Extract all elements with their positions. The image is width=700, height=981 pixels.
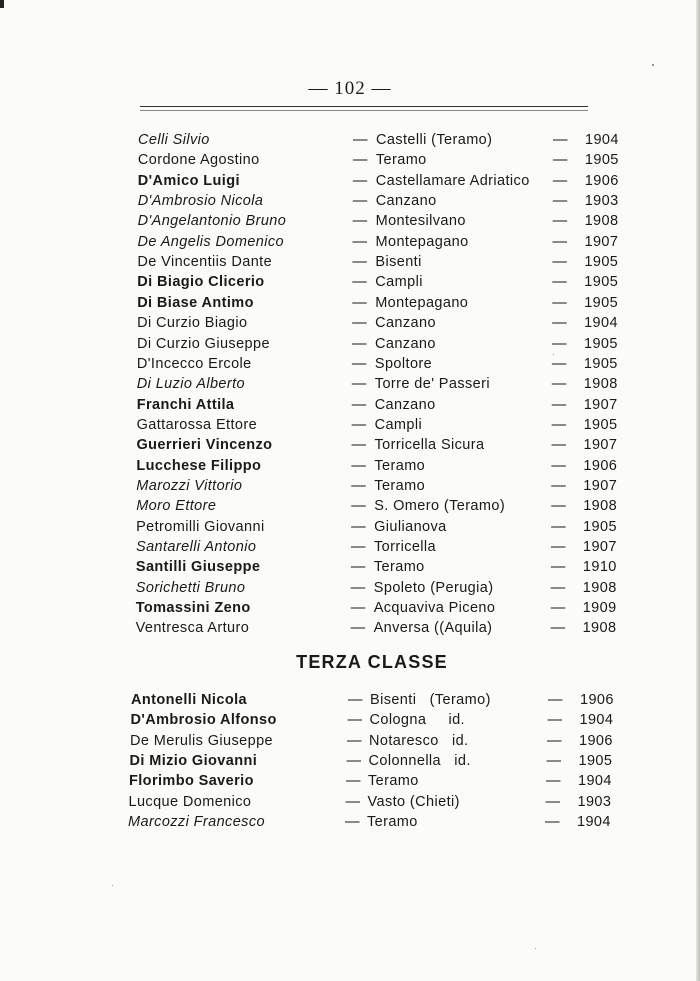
entry-place: Canzano	[375, 315, 436, 332]
entry-year: 1907	[583, 437, 618, 454]
entry-name: Di Mizio Giovanni	[129, 752, 258, 769]
entry-year: 1905	[584, 335, 618, 352]
entry-row	[0, 395, 700, 415]
entry-dash: —	[352, 294, 368, 311]
entry-dash: —	[550, 579, 566, 596]
entry-year: 1907	[583, 477, 618, 494]
entry-dash: —	[552, 152, 568, 169]
entry-dash: —	[551, 376, 567, 393]
entry-name: De Merulis Giuseppe	[130, 732, 273, 749]
entry-dash: —	[350, 559, 366, 576]
entry-place: Torre de' Passeri	[374, 376, 490, 393]
entry-name: Guerrieri Vincenzo	[136, 437, 273, 454]
entry-row	[0, 476, 700, 496]
entry-dash: —	[551, 477, 567, 494]
entry-dash: —	[551, 539, 566, 555]
entry-dash: —	[551, 416, 567, 433]
entry-name: Lucchese Filippo	[136, 457, 262, 474]
entry-year: 1909	[582, 600, 617, 617]
entry-row	[0, 334, 700, 354]
entry-dash: —	[351, 539, 366, 555]
entry-dash: —	[552, 213, 568, 230]
entry-name: Petromilli Giovanni	[136, 518, 265, 535]
entry-row	[0, 710, 700, 730]
entry-place: Montepagano	[375, 294, 469, 311]
entry-row	[0, 211, 700, 231]
entry-dash: —	[351, 498, 367, 515]
entry-name: Ventresca Arturo	[135, 620, 250, 637]
entry-row	[0, 374, 700, 394]
entry-name: Franchi Attila	[136, 396, 235, 413]
entry-name: Di Curzio Giuseppe	[137, 335, 270, 352]
entry-year: 1907	[583, 539, 617, 555]
entry-dash: —	[352, 254, 368, 271]
entry-year: 1908	[583, 498, 618, 515]
entry-year: 1905	[584, 274, 619, 291]
entry-year: 1910	[582, 559, 617, 576]
entry-row	[0, 771, 700, 791]
entry-place: Vasto (Chieti)	[367, 793, 460, 810]
entry-dash: —	[352, 193, 368, 210]
entry-place: Teramo	[374, 477, 426, 494]
entry-dash: —	[352, 152, 368, 169]
entry-dash: —	[545, 813, 560, 830]
entry-place: Teramo	[374, 457, 426, 474]
header-rule-thin	[140, 110, 588, 111]
entry-year: 1903	[577, 793, 612, 810]
entry-row	[0, 150, 700, 170]
entry-name: Di Curzio Biagio	[137, 315, 248, 332]
entry-name: Marozzi Vittorio	[136, 477, 243, 494]
entry-name: Di Biase Antimo	[137, 294, 254, 311]
entry-year: 1904	[578, 773, 612, 790]
entry-name: D'Angelantonio Bruno	[137, 213, 287, 230]
entry-name: Antonelli Nicola	[131, 692, 247, 708]
entry-place: Spoleto (Perugia)	[373, 579, 494, 596]
entry-place: Montepagano	[375, 233, 469, 250]
entry-dash: —	[547, 712, 563, 729]
entry-place: Bisenti	[375, 254, 422, 271]
entry-year: 1905	[578, 752, 613, 769]
entry-row	[0, 354, 700, 374]
entry-place: Spoltore	[374, 355, 433, 372]
entry-dash: —	[552, 233, 568, 250]
entry-dash: —	[352, 233, 368, 250]
entry-dash: —	[351, 376, 367, 393]
entry-year: 1904	[584, 315, 618, 332]
page-number: — 102 —	[308, 78, 392, 99]
entry-dash: —	[552, 294, 568, 311]
entry-name: Lucque Domenico	[128, 793, 252, 810]
entry-year: 1905	[583, 518, 617, 535]
entry-dash: —	[346, 752, 362, 769]
entry-name: Celli Silvio	[138, 132, 210, 148]
entry-dash: —	[552, 274, 568, 291]
entry-year: 1905	[583, 416, 618, 433]
entry-name: Marcozzi Francesco	[128, 813, 265, 830]
entry-dash: —	[551, 355, 567, 372]
entry-dash: —	[550, 559, 566, 576]
entry-place: Giulianova	[374, 518, 447, 535]
entry-name: Florimbo Saverio	[129, 773, 254, 790]
entry-row	[0, 435, 700, 455]
entry-dash: —	[347, 712, 363, 729]
entry-dash: —	[548, 692, 563, 708]
entry-place: Teramo	[367, 813, 418, 830]
entry-place: Teramo	[368, 773, 419, 790]
entry-year: 1905	[584, 152, 619, 169]
entry-dash: —	[552, 172, 568, 189]
entry-place: Teramo	[373, 559, 425, 576]
entry-row	[0, 252, 700, 272]
entry-year: 1906	[579, 732, 613, 749]
entry-dash: —	[351, 437, 367, 454]
entry-year: 1904	[577, 813, 611, 830]
entry-dash: —	[351, 396, 367, 413]
entry-dash: —	[345, 793, 361, 810]
entry-row	[0, 171, 700, 191]
entry-name: D'Ambrosio Nicola	[137, 193, 264, 210]
entry-name: D'Amico Luigi	[137, 172, 240, 189]
entry-dash: —	[547, 732, 562, 749]
entry-dash: —	[348, 692, 363, 708]
entry-row	[0, 537, 700, 557]
entry-dash: —	[546, 773, 561, 790]
entry-place: Canzano	[375, 335, 436, 352]
entry-dash: —	[347, 732, 362, 749]
header-rule	[140, 106, 588, 107]
entry-name: Gattarossa Ettore	[136, 416, 258, 433]
entry-dash: —	[552, 254, 568, 271]
entry-year: 1908	[584, 213, 619, 230]
entry-name: Di Biagio Clicerio	[137, 274, 265, 291]
entry-place: Montesilvano	[375, 213, 466, 230]
entry-place: Acquaviva Piceno	[373, 600, 496, 617]
entry-row	[0, 293, 700, 313]
entry-name: De Vincentiis Dante	[137, 254, 273, 271]
entry-row	[0, 578, 700, 598]
entry-year: 1907	[583, 396, 618, 413]
entry-place: Campli	[374, 416, 423, 433]
entry-name: D'Ambrosio Alfonso	[130, 712, 277, 729]
entry-name: Tomassini Zeno	[135, 600, 251, 617]
entry-name: Santarelli Antonio	[136, 539, 257, 555]
entry-place: Anversa ((Aquila)	[373, 620, 493, 637]
entry-dash: —	[352, 315, 367, 332]
entry-year: 1904	[579, 712, 614, 729]
entry-name: Santilli Giuseppe	[135, 559, 261, 576]
section-heading-terza-classe: TERZA CLASSE	[296, 652, 448, 672]
entry-dash: —	[550, 600, 566, 617]
entry-dash: —	[551, 457, 567, 474]
entry-dash: —	[346, 773, 361, 790]
entry-dash: —	[545, 793, 561, 810]
entry-year: 1906	[584, 172, 619, 189]
entry-dash: —	[351, 416, 367, 433]
paper-speck	[535, 948, 536, 949]
entry-row	[0, 557, 700, 577]
entry-row	[0, 618, 700, 638]
entry-year: 1903	[584, 193, 619, 210]
entry-row	[0, 751, 700, 771]
entry-dash: —	[351, 355, 367, 372]
entry-dash: —	[352, 213, 368, 230]
scan-artifact-mark	[0, 0, 4, 8]
entry-dash: —	[351, 457, 367, 474]
paper-speck	[112, 885, 113, 886]
entry-place: Notaresco id.	[369, 732, 469, 749]
entry-row	[0, 232, 700, 252]
entry-dash: —	[552, 335, 567, 352]
entry-year: 1906	[583, 457, 618, 474]
entry-place: Teramo	[375, 152, 427, 169]
entry-dash: —	[553, 132, 568, 148]
entry-dash: —	[552, 193, 568, 210]
entry-place: Colonnella id.	[368, 752, 471, 769]
entry-name: De Angelis Domenico	[137, 233, 284, 250]
entry-year: 1908	[583, 376, 618, 393]
entry-dash: —	[352, 335, 367, 352]
entry-dash: —	[551, 498, 567, 515]
entry-name: D'Incecco Ercole	[136, 355, 252, 372]
entry-row	[0, 272, 700, 292]
entry-place: Campli	[375, 274, 423, 291]
entry-row	[0, 191, 700, 211]
entry-place: Canzano	[374, 396, 436, 413]
entry-year: 1905	[584, 294, 619, 311]
entry-row	[0, 731, 700, 751]
entry-dash: —	[351, 477, 367, 494]
entry-dash: —	[550, 620, 566, 637]
entry-dash: —	[352, 274, 368, 291]
entry-dash: —	[546, 752, 562, 769]
entry-dash: —	[351, 518, 366, 535]
entry-place: Torricella Sicura	[374, 437, 485, 454]
entry-row	[0, 792, 700, 812]
entry-dash: —	[352, 172, 368, 189]
entry-dash: —	[345, 813, 360, 830]
entry-place: Torricella	[374, 539, 437, 555]
entry-year: 1905	[584, 254, 619, 271]
entry-row	[0, 456, 700, 476]
entry-year: 1905	[583, 355, 618, 372]
entry-dash: —	[350, 620, 366, 637]
entry-row	[0, 517, 700, 537]
paper-speck	[652, 64, 654, 66]
entry-place: Castelli (Teramo)	[376, 132, 493, 148]
entry-dash: —	[350, 600, 366, 617]
entry-year: 1908	[582, 579, 617, 596]
entry-name: Cordone Agostino	[137, 152, 260, 169]
entry-place: Cologna id.	[369, 712, 465, 729]
entry-name: Moro Ettore	[136, 498, 217, 515]
entry-name: Di Luzio Alberto	[136, 376, 246, 393]
entry-place: S. Omero (Teramo)	[374, 498, 506, 515]
entry-dash: —	[551, 437, 567, 454]
paper-speck	[553, 354, 554, 355]
entry-dash: —	[551, 518, 566, 535]
entry-place: Canzano	[375, 193, 437, 210]
entry-year: 1904	[585, 132, 619, 148]
entry-row	[0, 812, 700, 832]
entry-row	[0, 130, 700, 150]
entry-place: Bisenti (Teramo)	[370, 692, 491, 708]
entry-dash: —	[551, 396, 567, 413]
entry-row	[0, 313, 700, 333]
entry-row	[0, 496, 700, 516]
entry-year: 1907	[584, 233, 619, 250]
entry-place: Castellamare Adriatico	[375, 172, 530, 189]
entry-year: 1906	[580, 692, 614, 708]
entry-dash: —	[353, 132, 368, 148]
entry-row	[0, 598, 700, 618]
entry-dash: —	[552, 315, 567, 332]
entry-year: 1908	[582, 620, 617, 637]
entry-row	[0, 690, 700, 710]
entry-name: Sorichetti Bruno	[135, 579, 246, 596]
entry-dash: —	[350, 579, 366, 596]
entry-row	[0, 415, 700, 435]
